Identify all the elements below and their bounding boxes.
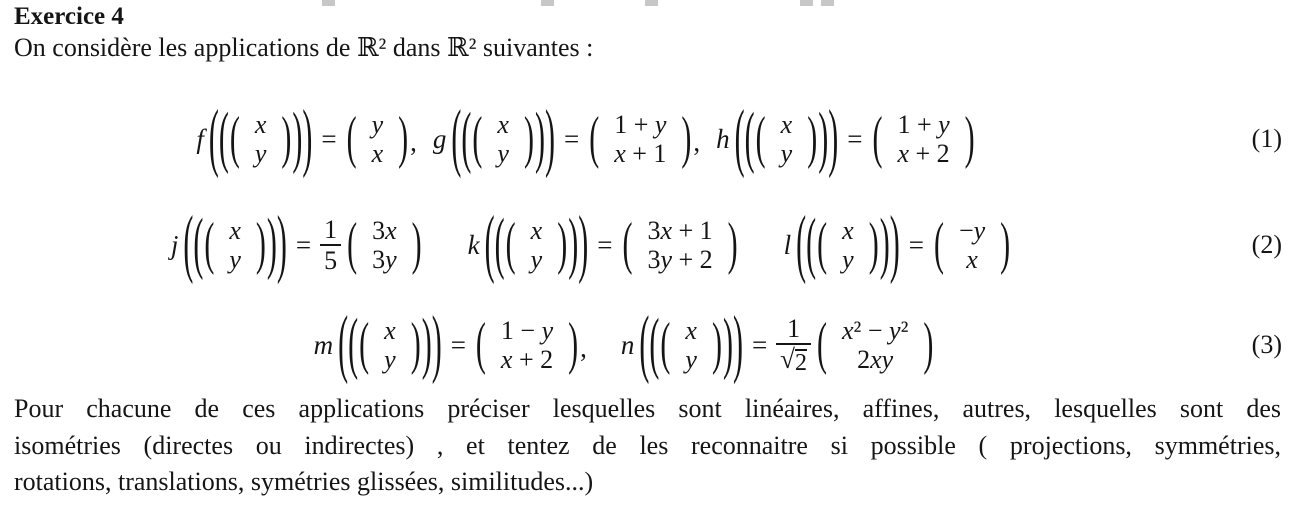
paren-glyph: ( <box>639 301 650 386</box>
vector-entry: x <box>254 110 267 139</box>
vector-entry: x <box>497 110 509 139</box>
equation-content <box>0 300 1271 390</box>
vector-entry: x <box>530 216 543 245</box>
paren-glyph: ( <box>472 105 483 171</box>
result-vector <box>883 111 963 167</box>
paren-glyph: ( <box>505 211 516 277</box>
vector-entry: 3y + 2 <box>647 245 713 274</box>
vector-entry: y <box>371 110 384 139</box>
map-f <box>196 95 417 180</box>
paren-glyph: ( <box>744 100 755 176</box>
radicand: 2 <box>795 350 807 376</box>
vector-entry: 3x + 1 <box>647 216 713 245</box>
vector-entry: x <box>966 245 978 274</box>
vector-entry: y <box>254 139 267 168</box>
intro-paragraph: On considère les applications de ℝ² dans ℝ² suivantes : <box>14 33 594 62</box>
equation-number: (3) <box>1251 330 1282 359</box>
paren-glyph: ( <box>933 211 944 277</box>
function-name: f <box>196 123 204 154</box>
paren-glyph: ) <box>523 105 534 171</box>
vector-entry: x <box>685 316 697 345</box>
denominator-value: 5 <box>324 245 338 275</box>
argument-vector <box>517 217 557 273</box>
paren-glyph: ( <box>872 105 883 171</box>
paren-glyph: ( <box>796 201 807 286</box>
paren-glyph: ( <box>347 211 358 277</box>
paren-glyph: ( <box>622 211 633 277</box>
vector-entry: 2xy <box>857 345 894 374</box>
paren-glyph: ( <box>451 95 462 180</box>
paren-glyph: ( <box>817 211 828 277</box>
paren-glyph: ( <box>734 95 745 180</box>
paren-glyph: ) <box>276 201 287 286</box>
vector-entry: y <box>229 245 241 274</box>
instructions-paragraph <box>14 391 1281 501</box>
paren-glyph: ) <box>431 301 442 386</box>
vector-entry: x + 2 <box>897 139 950 168</box>
paren-glyph: ) <box>868 211 879 277</box>
vector-entry: y <box>530 245 543 274</box>
result-vector <box>487 317 567 373</box>
vector-entry: x + 1 <box>614 139 667 168</box>
paren-glyph: ( <box>589 105 600 171</box>
function-name: j <box>170 229 179 260</box>
paren-glyph: ) <box>544 95 555 180</box>
paren-glyph: ( <box>348 306 359 382</box>
equals-sign: = <box>751 329 768 360</box>
clipped-text-fragment <box>821 0 834 6</box>
equation-number: (1) <box>1251 124 1282 153</box>
exercise-heading: Exercice 4 <box>14 3 124 30</box>
equals-sign: = <box>908 229 924 260</box>
equals-sign: = <box>597 229 613 260</box>
paren-glyph: ) <box>818 100 829 176</box>
separator-comma: , <box>693 127 701 157</box>
argument-vector <box>370 317 410 373</box>
result-vector <box>633 217 726 273</box>
function-name: l <box>783 229 792 260</box>
map-g <box>432 95 701 180</box>
paren-glyph: ( <box>359 311 370 377</box>
map-j <box>170 201 424 286</box>
paren-glyph: ) <box>923 311 934 377</box>
equation-content <box>0 200 1238 290</box>
argument-vector <box>483 111 523 167</box>
function-name: n <box>620 329 635 360</box>
function-name: g <box>432 123 447 154</box>
paren-glyph: ( <box>229 105 240 171</box>
separator-comma: , <box>580 333 587 363</box>
vector-entry: 3y <box>372 245 397 274</box>
paren-glyph: ) <box>889 201 900 286</box>
map-l <box>783 201 1013 286</box>
vector-entry: x <box>780 110 793 139</box>
prefactor-slot <box>320 216 346 275</box>
vector-entry: 1 + y <box>614 110 667 139</box>
instructions-line-3: rotations, translations, symétries glissées, similitudes...) <box>14 467 594 496</box>
fraction-numerator: 1 <box>787 314 801 343</box>
result-vector <box>828 317 922 373</box>
paren-glyph: ( <box>475 311 486 377</box>
paren-glyph: ( <box>494 206 505 282</box>
paren-glyph: ) <box>711 311 722 377</box>
vector-entry: y <box>842 245 854 274</box>
vector-entry: y <box>780 139 793 168</box>
equation-row <box>0 200 1293 290</box>
paren-glyph: ) <box>722 306 733 382</box>
fraction-denominator <box>776 343 811 375</box>
map-h <box>716 95 977 180</box>
paren-glyph: ) <box>281 105 292 171</box>
vector-entry: 3x <box>372 216 397 245</box>
function-name: m <box>313 329 334 360</box>
paren-glyph: ( <box>193 206 204 282</box>
equation-row <box>0 300 1293 390</box>
clipped-text-fragment <box>322 0 335 6</box>
paren-glyph: ) <box>255 211 266 277</box>
paren-glyph: ) <box>421 306 432 382</box>
paren-glyph: ) <box>534 100 545 176</box>
paren-glyph: ) <box>568 206 579 282</box>
map-n <box>620 301 935 386</box>
paren-glyph: ( <box>461 100 472 176</box>
paren-glyph: ) <box>732 301 743 386</box>
equals-sign: = <box>450 329 466 360</box>
paren-glyph: ( <box>806 206 817 282</box>
paren-glyph: ( <box>204 211 215 277</box>
vector-entry: x + 2 <box>500 345 554 374</box>
paren-glyph: ) <box>807 105 818 171</box>
vector-entry: 1 + y <box>897 110 950 139</box>
map-m <box>313 301 587 386</box>
equals-sign: = <box>321 123 337 154</box>
paren-glyph: ) <box>578 201 589 286</box>
fraction-numerator: 1 <box>324 214 338 244</box>
paren-glyph: ) <box>727 211 738 277</box>
argument-vector <box>767 111 807 167</box>
function-name: k <box>467 229 480 260</box>
vector-entry: x <box>371 139 384 168</box>
argument-vector <box>215 217 255 273</box>
instructions-line-1: Pour chacune de ces applications préciser lesquelles sont linéaires, affines, autres, lesquelles sont des <box>14 394 1281 423</box>
scalar-fraction <box>320 216 341 275</box>
paren-glyph: ( <box>338 301 349 386</box>
equation-row <box>0 94 1293 184</box>
equals-sign: = <box>847 123 863 154</box>
paren-glyph: ( <box>484 201 495 286</box>
vector-entry: x <box>384 316 396 345</box>
vector-entry: x <box>229 216 241 245</box>
paren-glyph: ) <box>681 105 692 171</box>
paren-glyph: ( <box>755 105 766 171</box>
argument-vector <box>828 217 868 273</box>
radical-icon: √ <box>780 344 795 374</box>
paren-glyph: ) <box>568 311 579 377</box>
result-vector <box>358 111 398 167</box>
paren-glyph: ) <box>557 211 568 277</box>
map-k <box>467 201 740 286</box>
paren-glyph: ( <box>660 311 671 377</box>
paren-glyph: ( <box>346 105 357 171</box>
equation-number: (2) <box>1251 230 1282 259</box>
paren-glyph: ) <box>266 206 277 282</box>
vector-entry: x <box>842 216 854 245</box>
vector-entry: y <box>685 345 697 374</box>
vector-entry: y <box>497 139 509 168</box>
paren-glyph: ( <box>817 311 827 377</box>
paren-glyph: ( <box>208 95 219 180</box>
vector-entry: y <box>384 345 396 374</box>
scalar-fraction <box>776 315 811 375</box>
paren-glyph: ) <box>292 100 303 176</box>
clipped-text-fragment <box>541 0 554 6</box>
instructions-line-2: isométries (directes ou indirectes) , et tentez de les reconnaitre si possible ( projections, symmétries, <box>14 430 1281 460</box>
paren-glyph: ) <box>828 95 839 180</box>
clipped-text-fragment <box>800 0 813 6</box>
paren-glyph: ( <box>649 306 660 382</box>
paren-glyph: ( <box>218 100 229 176</box>
function-name: h <box>716 123 730 154</box>
argument-vector <box>241 111 281 167</box>
vector-entry: −y <box>958 216 986 245</box>
vector-entry: x² − y² <box>842 316 909 345</box>
result-vector <box>600 111 680 167</box>
paren-glyph: ( <box>183 201 194 286</box>
paren-glyph: ) <box>410 311 421 377</box>
equals-sign: = <box>563 123 580 154</box>
paren-glyph: ) <box>879 206 890 282</box>
paren-glyph: ) <box>411 211 422 277</box>
equals-sign: = <box>295 229 312 260</box>
paren-glyph: ) <box>964 105 975 171</box>
paren-glyph: ) <box>398 105 409 171</box>
paren-glyph: ) <box>1000 211 1011 277</box>
result-vector <box>358 217 411 273</box>
equation-content <box>0 94 1233 184</box>
paren-glyph: ) <box>302 95 313 180</box>
vector-entry: 1 − y <box>500 316 554 345</box>
result-vector <box>945 217 999 273</box>
argument-vector <box>671 317 711 373</box>
fraction-denominator <box>320 244 341 275</box>
clipped-text-fragment <box>645 0 658 6</box>
prefactor-slot <box>776 315 816 375</box>
separator-comma: , <box>410 127 417 157</box>
